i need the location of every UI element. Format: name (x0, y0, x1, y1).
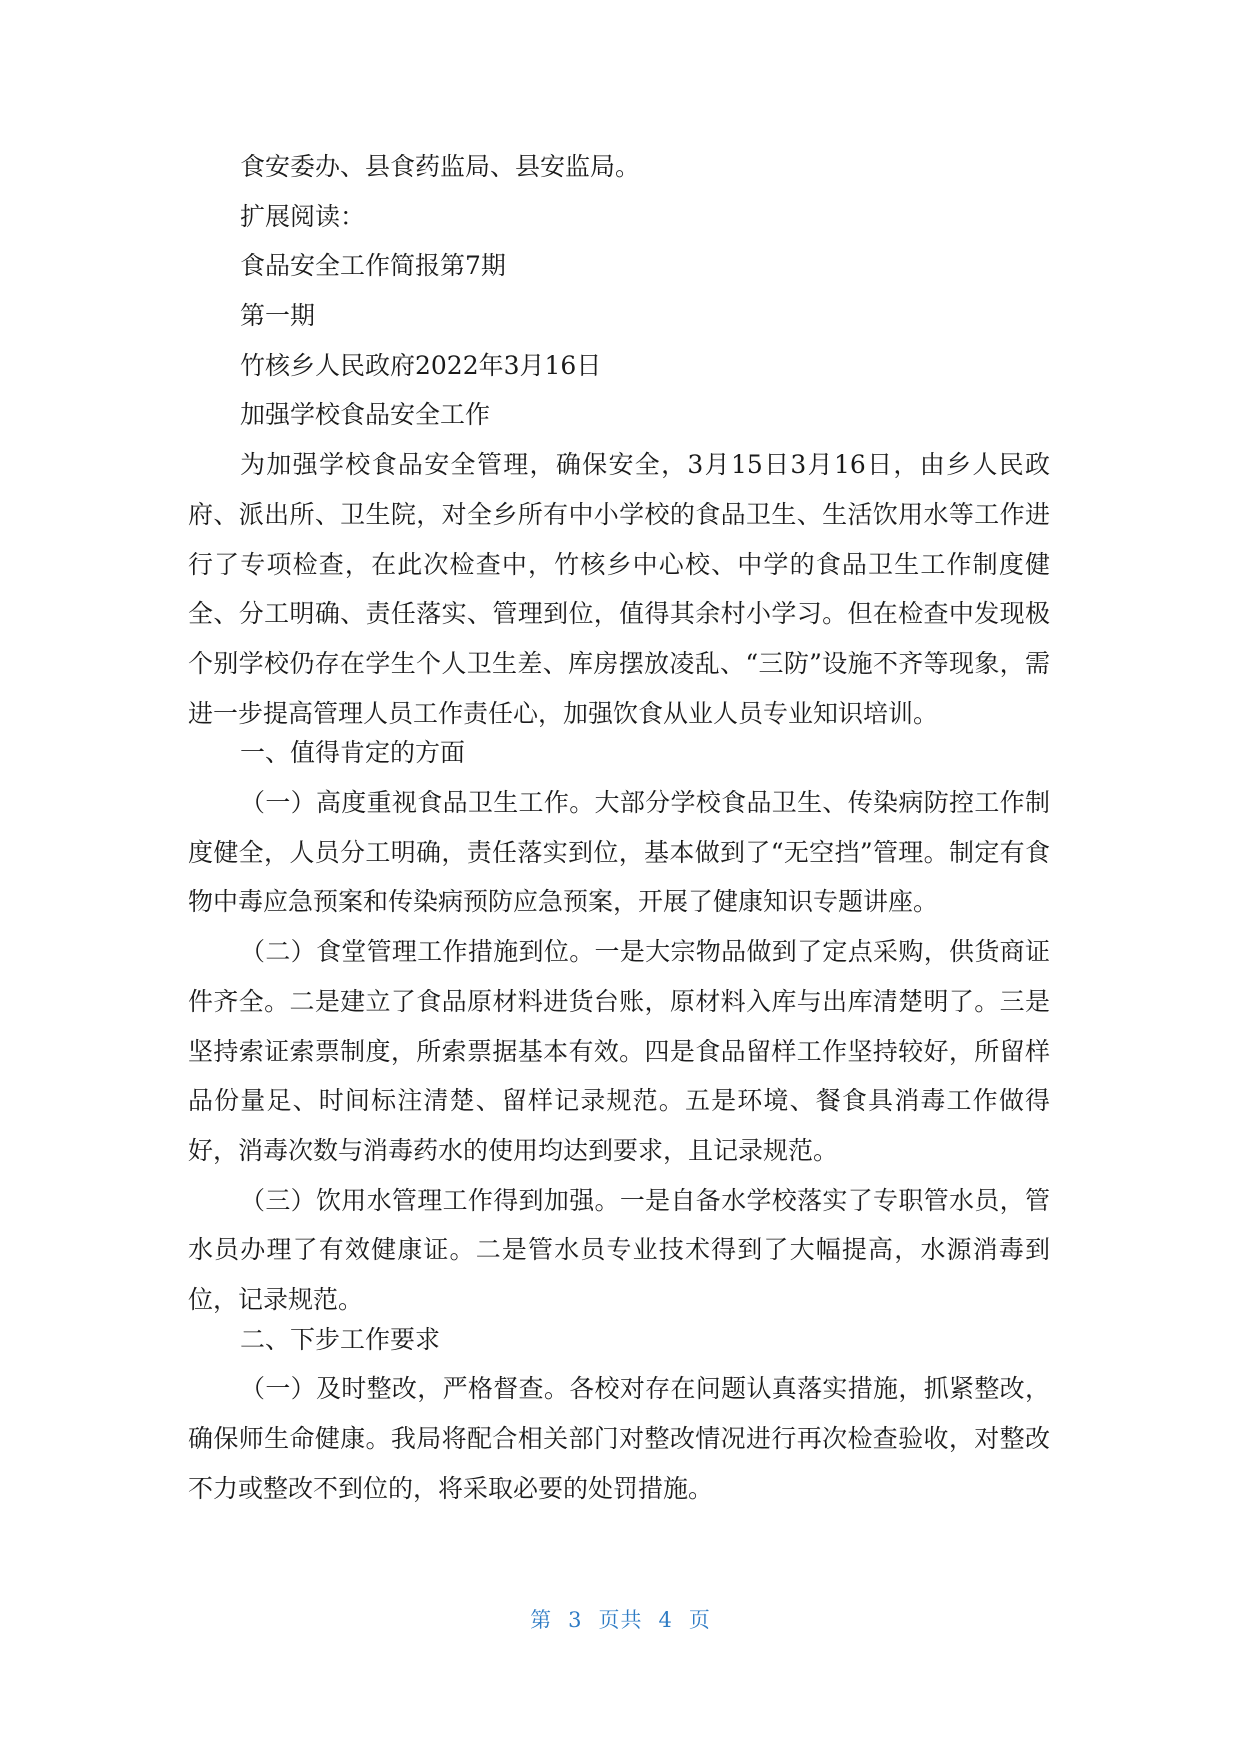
section1-heading: 一、值得肯定的方面 (240, 738, 466, 768)
footer-total-pages: 4 (658, 1608, 673, 1632)
document-body (188, 152, 1050, 1514)
issuer-date: 竹核乡人民政府2022年3月16日 (240, 350, 602, 380)
footer-suffix: 页 (688, 1608, 711, 1632)
bulletin-title: 食品安全工作简报第7期 (240, 251, 506, 281)
footer-middle: 页共 (598, 1608, 643, 1632)
intro-paragraph: 为加强学校食品安全管理，确保安全，3月15日3月16日，由乡人民政府、派出所、卫生院，对全乡所有中小学校的食品卫生、生活饮用水等工作进行了专项检查，在此次检查中，竹核乡中心校、中学的食品卫生工作制度健全、分工明确、责任落实、管理到位，值得其余村小学习。但在检查中发现极个别学校仍存在学生个人卫生差、库房摆放凌乱、“三防”设施不齐等现象，需进一步提高管理人员工作责任心，加强饮食从业人员专业知识培训。 (188, 450, 1050, 728)
footer-current-page: 3 (568, 1608, 583, 1632)
footer-prefix: 第 (530, 1608, 553, 1632)
recipients-line: 食安委办、县食药监局、县安监局。 (240, 152, 641, 181)
section1-item3: （三）饮用水管理工作得到加强。一是自备水学校落实了专职管水员，管水员办理了有效健康证。二是管水员专业技术得到了大幅提高，水源消毒到位，记录规范。 (188, 1185, 1050, 1315)
section2-item1: （一）及时整改，严格督查。各校对存在问题认真落实措施，抓紧整改，确保师生命健康。我局将配合相关部门对整改情况进行再次检查验收，对整改不力或整改不到位的，将采取必要的处罚措施。 (188, 1374, 1050, 1503)
section1-item1: （一）高度重视食品卫生工作。大部分学校食品卫生、传染病防控工作制度健全，人员分工明确，责任落实到位，基本做到了“无空挡”管理。制定有食物中毒应急预案和传染病预防应急预案，开展了健康知识专题讲座。 (188, 788, 1050, 917)
article-title: 加强学校食品安全工作 (240, 400, 491, 430)
page-footer (0, 1604, 1241, 1634)
section1-item2: （二）食堂管理工作措施到位。一是大宗物品做到了定点采购，供货商证件齐全。二是建立了食品原材料进货台账，原材料入库与出库清楚明了。三是坚持索证索票制度，所索票据基本有效。四是食品留样工作坚持较好，所留样品份量足、时间标注清楚、留样记录规范。五是环境、餐食具消毒工作做得好，消毒次数与消毒药水的使用均达到要求，且记录规范。 (188, 937, 1050, 1165)
extended-reading-label: 扩展阅读： (240, 201, 366, 231)
section2-heading: 二、下步工作要求 (240, 1324, 441, 1354)
issue-number: 第一期 (240, 301, 316, 331)
